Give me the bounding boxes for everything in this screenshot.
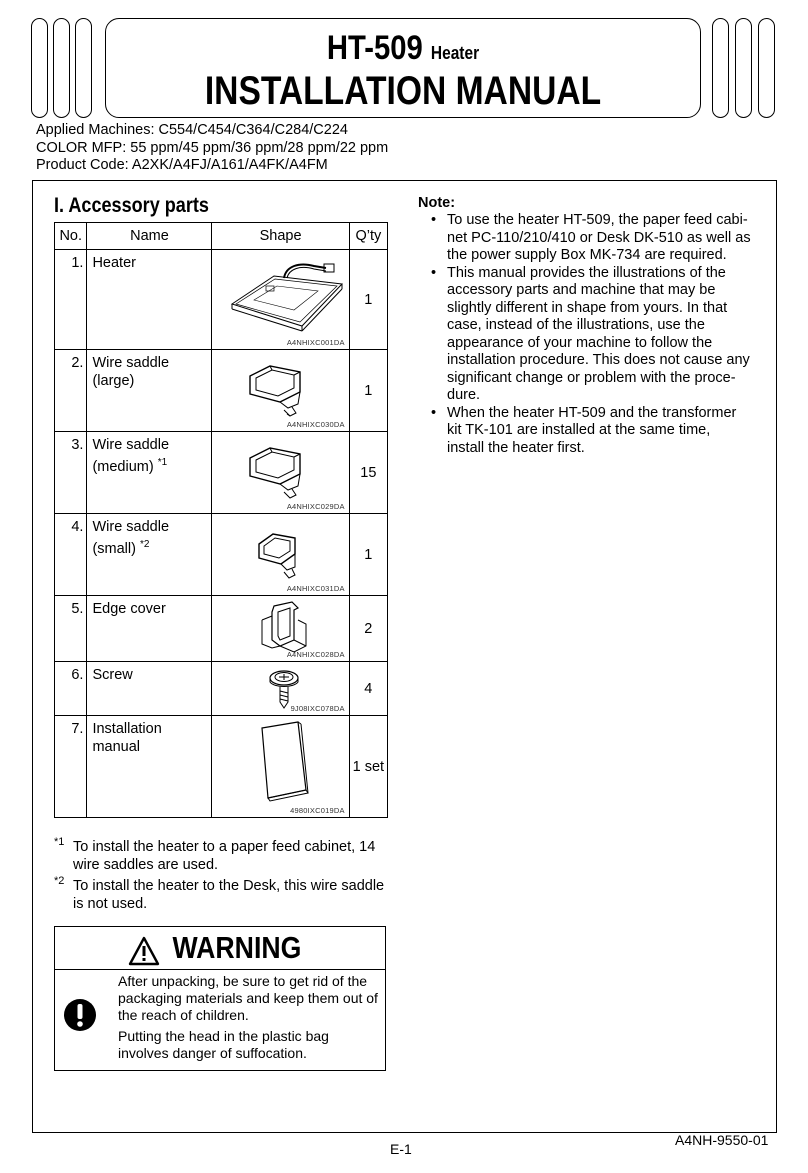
row-qty: 4 <box>349 662 387 716</box>
table-row <box>55 596 388 662</box>
row-shape <box>212 350 349 432</box>
section-title: I. Accessory parts <box>54 194 209 217</box>
row-name <box>87 514 212 596</box>
wire-saddle-medium-illustration <box>240 440 320 500</box>
row-no: 6. <box>55 662 87 716</box>
row-name: Wire saddle (large) <box>87 350 212 432</box>
row-shape <box>212 716 349 818</box>
part-code: A4NHIXC031DA <box>286 584 345 593</box>
row-no: 7. <box>55 716 87 818</box>
bullet-icon: • <box>431 212 437 228</box>
document-title: INSTALLATION MANUAL <box>204 69 602 113</box>
accessory-table <box>54 222 388 818</box>
row-name: Edge cover <box>87 596 212 662</box>
table-row <box>55 350 388 432</box>
note-item <box>429 405 751 458</box>
row-no: 3. <box>55 432 87 514</box>
table-row <box>55 432 388 514</box>
wire-saddle-small-illustration <box>247 522 317 582</box>
row-shape <box>212 662 349 716</box>
row-qty: 1 <box>349 350 387 432</box>
row-name <box>87 432 212 514</box>
col-header-name: Name <box>87 223 212 250</box>
col-header-qty: Q’ty <box>349 223 387 250</box>
part-code: A4NHIXC028DA <box>286 650 345 659</box>
manual-booklet-illustration <box>256 720 316 806</box>
footnote-1 <box>54 838 389 874</box>
row-no: 1. <box>55 250 87 350</box>
warning-triangle-icon <box>128 936 160 966</box>
heater-illustration <box>214 256 354 336</box>
wire-saddle-large-illustration <box>240 358 320 418</box>
row-name-text: Wire saddle (small) <box>92 519 170 557</box>
part-code: A4NHIXC001DA <box>286 338 345 347</box>
binder-tab-right-3 <box>758 18 775 118</box>
page-number: E-1 <box>390 1141 412 1157</box>
model-number: HT-509 <box>326 29 423 67</box>
table-header-row <box>55 223 388 250</box>
warning-title: WARNING <box>172 930 302 965</box>
row-no: 5. <box>55 596 87 662</box>
row-name: Screw <box>87 662 212 716</box>
part-code: A4NHIXC029DA <box>286 502 345 511</box>
row-qty: 1 set <box>349 716 387 818</box>
col-header-shape: Shape <box>212 223 349 250</box>
row-shape <box>212 250 349 350</box>
note-text: To use the heater HT-509, the paper feed cabi-net PC-110/210/410 or Desk DK-510 as well as the power supply Box MK-734 are required. <box>447 212 751 263</box>
machine-info <box>36 122 388 175</box>
table-row <box>55 716 388 818</box>
binder-tab-right-1 <box>712 18 729 118</box>
note-text: This manual provides the illustrations of the accessory parts and machine that may be slightly different in shape from yours. In that case, instead of the illustrations, use the appearance of your machine to follow the installation procedure. This does not cause any significant change or problem with the proce-dure. <box>447 264 750 403</box>
document-code: A4NH-9550-01 <box>675 1132 769 1148</box>
row-shape <box>212 432 349 514</box>
product-type: Heater <box>430 43 480 63</box>
part-code: A4NHIXC030DA <box>286 420 345 429</box>
row-no: 4. <box>55 514 87 596</box>
note-item <box>429 265 751 405</box>
binder-tab-right-2 <box>735 18 752 118</box>
product-code: Product Code: A2XK/A4FJ/A161/A4FK/A4FM <box>36 157 328 173</box>
footnote-2 <box>54 877 389 913</box>
footnote-ref: *2 <box>139 539 150 550</box>
table-row <box>55 250 388 350</box>
mandatory-exclamation-icon <box>63 993 97 1037</box>
part-code: 9J08IXC078DA <box>290 704 345 713</box>
row-name: Heater <box>87 250 212 350</box>
bullet-icon: • <box>431 404 437 421</box>
row-qty: 1 <box>349 514 387 596</box>
row-shape <box>212 596 349 662</box>
binder-tab-left-1 <box>31 18 48 118</box>
table-row <box>55 662 388 716</box>
row-name: Installation manual <box>87 716 212 818</box>
row-qty: 2 <box>349 596 387 662</box>
col-header-no: No. <box>55 223 87 250</box>
model-title <box>148 29 659 68</box>
footnote-text: To install the heater to a paper feed cabinet, 14 wire saddles are used. <box>73 839 376 873</box>
note-item <box>429 212 751 265</box>
binder-tab-left-2 <box>53 18 70 118</box>
row-no: 2. <box>55 350 87 432</box>
machine-speed: COLOR MFP: 55 ppm/45 ppm/36 ppm/28 ppm/22 ppm <box>36 139 389 156</box>
note-list <box>429 212 751 457</box>
row-name-text: Wire saddle (medium) <box>92 437 170 475</box>
part-code: 4980IXC019DA <box>290 806 345 815</box>
note-title: Note: <box>418 195 456 211</box>
warning-line: After unpacking, be sure to get rid of the packaging materials and keep them out of the reach of children. <box>118 973 378 1023</box>
warning-header <box>55 927 385 970</box>
bullet-icon: • <box>431 264 437 281</box>
footnote-ref: *1 <box>157 457 168 468</box>
row-qty: 1 <box>349 250 387 350</box>
footnote-mark: *1 <box>54 836 65 848</box>
footnote-mark: *2 <box>54 875 65 887</box>
warning-box <box>54 926 386 1071</box>
warning-text <box>118 973 383 1066</box>
binder-tab-left-3 <box>75 18 92 118</box>
note-text: When the heater HT-509 and the transformer kit TK-101 are installed at the same time, install the heater first. <box>447 404 737 456</box>
title-box <box>105 18 701 118</box>
warning-line: Putting the head in the plastic bag involves danger of suffocation. <box>118 1028 329 1061</box>
row-qty: 15 <box>349 432 387 514</box>
footnote-text: To install the heater to the Desk, this wire saddle is not used. <box>73 878 385 912</box>
row-shape <box>212 514 349 596</box>
table-row <box>55 514 388 596</box>
applied-machines: Applied Machines: C554/C454/C364/C284/C224 <box>36 122 348 138</box>
